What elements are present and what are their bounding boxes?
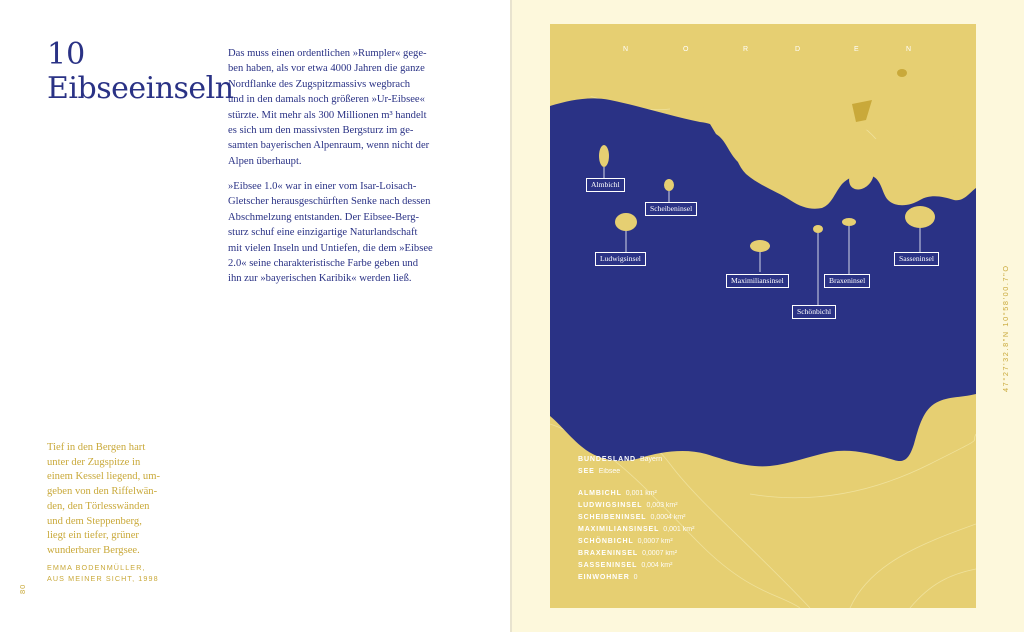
island-braxeninsel [842,218,856,226]
north-letter: N [906,46,912,53]
fact-row [578,536,694,548]
fact-value: Bayern [640,456,663,463]
island-schoenbichl [813,225,823,233]
label-sasseninsel: Sasseninsel [894,252,939,266]
island-almbichl [599,145,609,167]
fact-row [578,548,694,560]
fact-value: 0,001 km² [663,526,695,533]
fact-row [578,560,694,572]
north-letter: E [854,46,859,53]
label-ludwigsinsel: Ludwigsinsel [595,252,646,266]
quote-text: Tief in den Bergen hart unter der Zugspitze in einem Kessel liegend, um- geben von den Riffelwän- den, den Törlesswänden und dem Steppenberg, liegt ein tiefer, grüner wunderbarer Bergsee. [47,442,160,556]
island-facts [578,454,694,584]
fact-row [578,512,694,524]
fact-row [578,572,694,584]
island-scheibeninsel [664,179,674,191]
chapter-number: 10 [47,37,86,72]
gps-coordinates: 47°27'32.8"N 10°58'00.7"O [1001,264,1010,392]
fact-row [578,500,694,512]
paragraph-text: »Eibsee 1.0« war in einer vom Isar-Loisach- Gletscher herausgeschürften Senke nach dessen Abschmelzung entstanden. Der Eibsee-Berg- sturz schuf eine einzigartige Naturlandschaft mit vielen Inseln und Untiefen, die dem »Eibsee 2.0« seine charakteristische Farbe geben und ihn zur »bayerischen Karibik« werden ließ. [228,181,433,285]
chapter-title: Eibseeinseln [47,71,234,106]
fact-key: SCHEIBENINSEL [578,514,647,521]
fact-value: 0,004 km² [641,562,673,569]
fact-value: 0,001 km² [625,490,657,497]
label-braxeninsel: Braxeninsel [824,274,870,288]
fact-key: LUDWIGSINSEL [578,502,643,509]
fact-value: Eibsee [598,468,621,475]
fact-key: ALMBICHL [578,490,622,497]
north-letter: O [683,46,689,53]
fact-key: MAXIMILIANSINSEL [578,526,660,533]
island-ludwigsinsel [615,213,637,231]
fact-key: SEE [578,468,595,475]
label-maximiliansinsel: Maximiliansinsel [726,274,789,288]
land-east [901,131,976,188]
page-number: 80 [18,583,27,594]
fact-value: 0,0004 km² [650,514,686,521]
fact-key: BRAXENINSEL [578,550,639,557]
body-paragraph-2 [228,179,456,287]
island-sasseninsel [905,206,935,228]
north-letter: R [743,46,749,53]
fact-key: EINWOHNER [578,574,630,581]
body-paragraph-1 [228,46,456,169]
fact-key: SCHÖNBICHL [578,538,634,545]
fact-key: SASSENINSEL [578,562,638,569]
fact-row [578,524,694,536]
fact-value: 0,0007 km² [642,550,678,557]
fact-spacer [578,478,694,488]
north-letter: D [795,46,801,53]
fact-row [578,454,694,466]
label-schoenbichl: Schönbichl [792,305,836,319]
quote-author: EMMA BODENMÜLLER, AUS MEINER SICHT, 1998 [47,563,159,583]
fact-value: 0,003 km² [646,502,678,509]
paragraph-text: Das muss einen ordentlichen »Rumpler« gege- ben haben, als vor etwa 4000 Jahren die ganze Nordflanke des Zugspitzmassivs wegbrach und in den damals noch größeren »Ur-Eibsee« stürzte. Mit mehr als 300 Millionen m³ handelt es sich um den massivsten Bergsturz im ge- samten bayerischen Alpenraum, wenn nicht der Alpen überhaupt. [228,48,430,167]
label-scheibeninsel: Scheibeninsel [645,202,697,216]
fact-row [578,488,694,500]
label-almbichl: Almbichl [586,178,625,192]
north-letter: N [623,46,629,53]
island-maximiliansinsel [750,240,770,252]
fact-key: BUNDESLAND [578,456,636,463]
fact-value: 0 [633,574,638,581]
fact-value: 0,0007 km² [637,538,673,545]
fact-row [578,466,694,478]
island-north-small [897,69,907,77]
